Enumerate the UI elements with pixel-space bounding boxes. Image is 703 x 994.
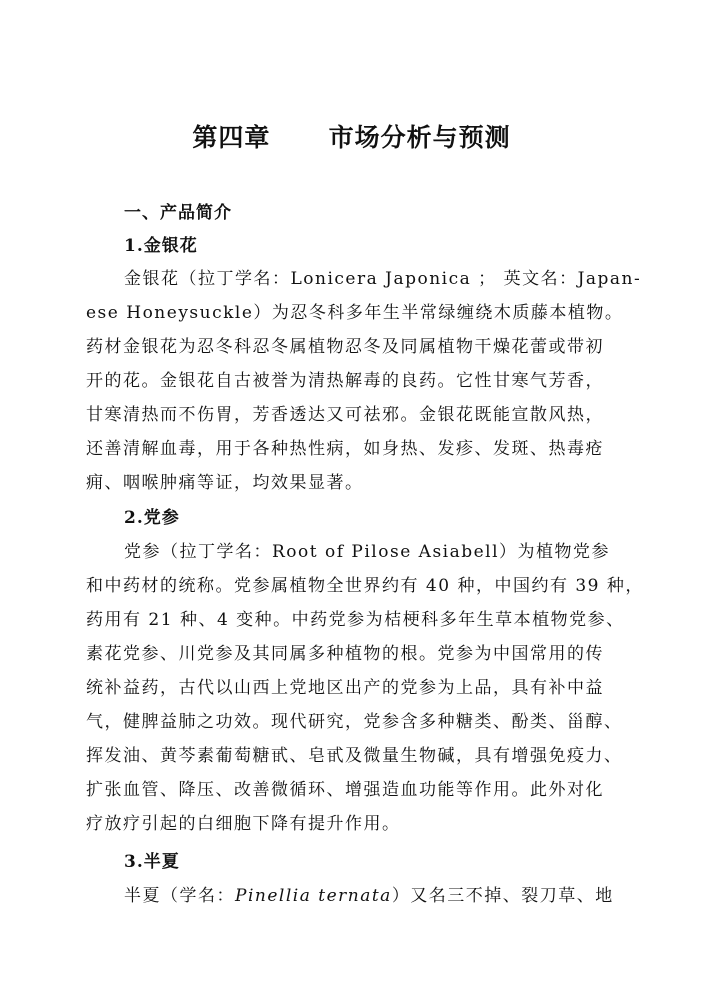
paragraph-line: 甘寒清热而不伤胃，芳香透达又可祛邪。金银花既能宣散风热， xyxy=(86,405,604,425)
paragraph-line xyxy=(124,881,664,906)
paragraph-line: 还善清解血毒，用于各种热性病，如身热、发疹、发斑、热毒疮 xyxy=(86,439,604,459)
paragraph-line: 开的花。金银花自古被誉为清热解毒的良药。它性甘寒气芳香， xyxy=(86,371,604,391)
paragraph-line: ese Honeysuckle）为忍冬科多年生半常绿缠绕木质藤本植物。 xyxy=(86,303,624,323)
paragraph-line: 疗放疗引起的白细胞下降有提升作用。 xyxy=(86,814,401,834)
product-heading-jinyinhua: 1.金银花 xyxy=(124,236,198,256)
chapter-title: 第四章 市场分析与预测 xyxy=(192,123,511,152)
paragraph-line: 扩张血管、降压、改善微循环、增强造血功能等作用。此外对化 xyxy=(86,780,604,800)
paragraph-line: 素花党参、川党参及其同属多种植物的根。党参为中国常用的传 xyxy=(86,644,604,664)
paragraph-line: 痈、咽喉肿痛等证，均效果显著。 xyxy=(86,473,364,493)
product-heading-banxia: 3.半夏 xyxy=(124,852,180,872)
paragraph-line: 和中药材的统称。党参属植物全世界约有 40 种，中国约有 39 种， xyxy=(86,576,644,596)
paragraph-line: 统补益药，古代以山西上党地区出产的党参为上品，具有补中益 xyxy=(86,678,604,698)
paragraph-line: 药材金银花为忍冬科忍冬属植物忍冬及同属植物干燥花蕾或带初 xyxy=(86,337,604,357)
paragraph-line: 金银花（拉丁学名：Lonicera Japonica ； 英文名：Japan- xyxy=(124,269,642,289)
line-suffix: ）又名三不掉、裂刀草、地 xyxy=(391,886,614,906)
product-heading-dangshen: 2.党参 xyxy=(124,508,180,528)
paragraph-line: 药用有 21 种、4 变种。中药党参为桔梗科多年生草本植物党参、 xyxy=(86,610,625,630)
paragraph-line: 党参（拉丁学名：Root of Pilose Asiabell）为植物党参 xyxy=(124,542,611,562)
latin-name: Pinellia ternata xyxy=(235,886,392,906)
line-prefix: 半夏（学名： xyxy=(124,886,235,906)
section-heading: 一、产品简介 xyxy=(124,203,232,223)
paragraph-line: 气，健脾益肺之功效。现代研究，党参含多种糖类、酚类、甾醇、 xyxy=(86,712,623,732)
paragraph-line: 挥发油、黄芩素葡萄糖甙、皂甙及微量生物碱，具有增强免疫力、 xyxy=(86,746,623,766)
